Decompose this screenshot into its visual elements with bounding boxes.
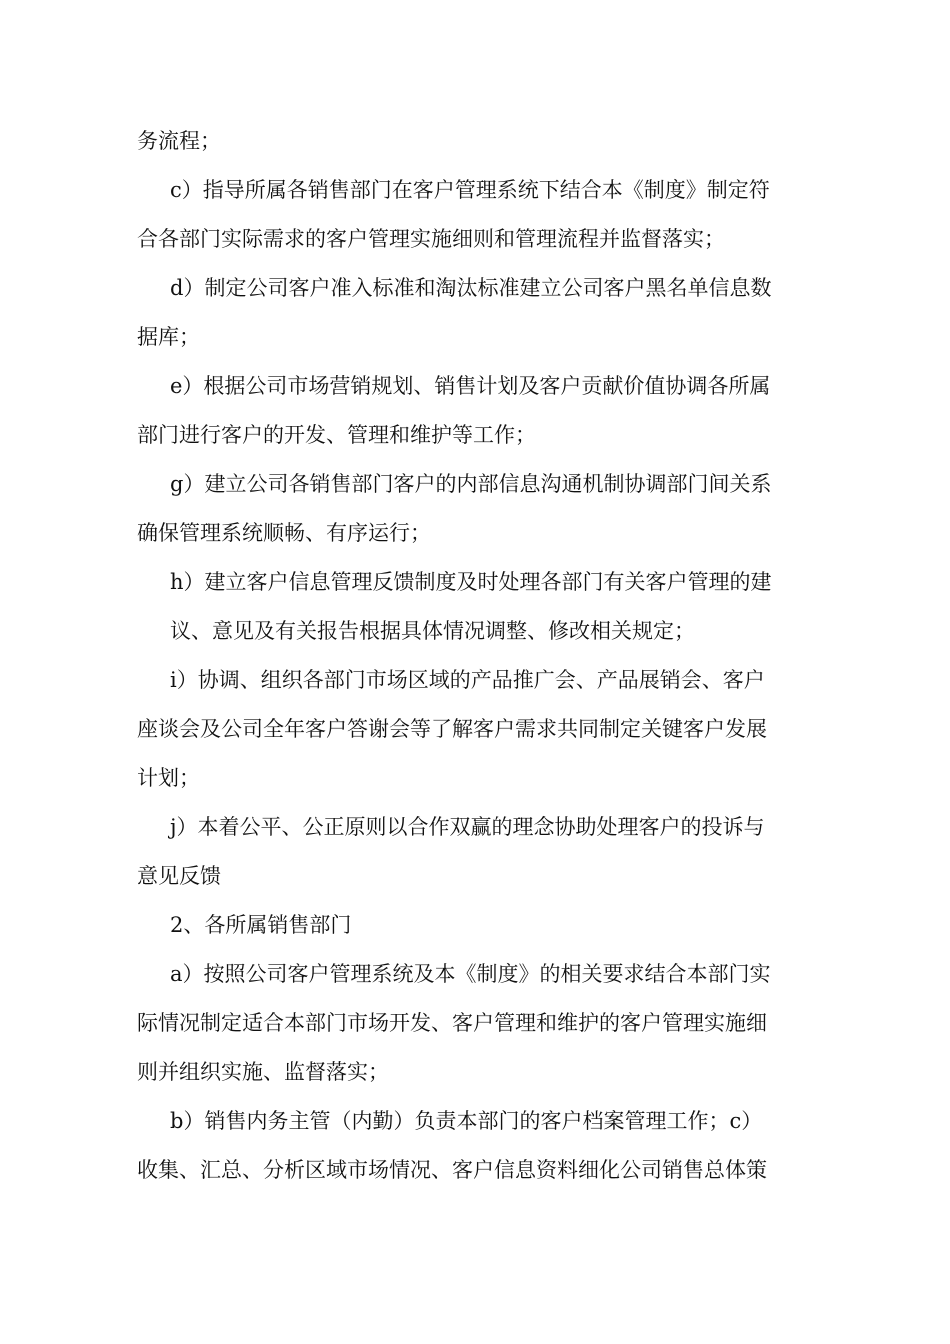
text-line: 合各部门实际需求的客户管理实施细则和管理流程并监督落实； xyxy=(137,227,725,251)
text-line: j）本着公平、公正原则以合作双赢的理念协助处理客户的投诉与 xyxy=(170,815,765,839)
text-line: e）根据公司市场营销规划、销售计划及客户贡献价值协调各所属 xyxy=(170,374,771,398)
text-line: d）制定公司客户准入标准和淘汰标准建立公司客户黑名单信息数 xyxy=(170,276,772,300)
text-line: b）销售内务主管（内勤）负责本部门的客户档案管理工作；c） xyxy=(170,1109,763,1133)
text-line: 据库； xyxy=(137,325,200,349)
text-line: c）指导所属各销售部门在客户管理系统下结合本《制度》制定符 xyxy=(170,178,770,202)
text-line: 收集、汇总、分析区域市场情况、客户信息资料细化公司销售总体策 xyxy=(137,1158,767,1182)
text-line: 则并组织实施、监督落实； xyxy=(137,1060,389,1084)
text-line: 确保管理系统顺畅、有序运行； xyxy=(137,521,431,545)
text-line: 部门进行客户的开发、管理和维护等工作； xyxy=(137,423,536,447)
document-body xyxy=(137,117,809,1195)
text-line: h）建立客户信息管理反馈制度及时处理各部门有关客户管理的建 xyxy=(170,570,772,594)
text-line: 座谈会及公司全年客户答谢会等了解客户需求共同制定关键客户发展 xyxy=(137,717,767,741)
section-heading: 2、各所属销售部门 xyxy=(170,913,352,937)
text-line: 际情况制定适合本部门市场开发、客户管理和维护的客户管理实施细 xyxy=(137,1011,767,1035)
text-line: a）按照公司客户管理系统及本《制度》的相关要求结合本部门实 xyxy=(170,962,771,986)
text-line: 意见反馈 xyxy=(137,864,221,888)
text-line: i）协调、组织各部门市场区域的产品推广会、产品展销会、客户 xyxy=(170,668,765,692)
text-line: g）建立公司各销售部门客户的内部信息沟通机制协调部门间关系 xyxy=(170,472,772,496)
text-line: 务流程； xyxy=(137,129,221,153)
text-line: 计划； xyxy=(137,766,200,790)
text-line: 议、意见及有关报告根据具体情况调整、修改相关规定； xyxy=(170,619,695,643)
